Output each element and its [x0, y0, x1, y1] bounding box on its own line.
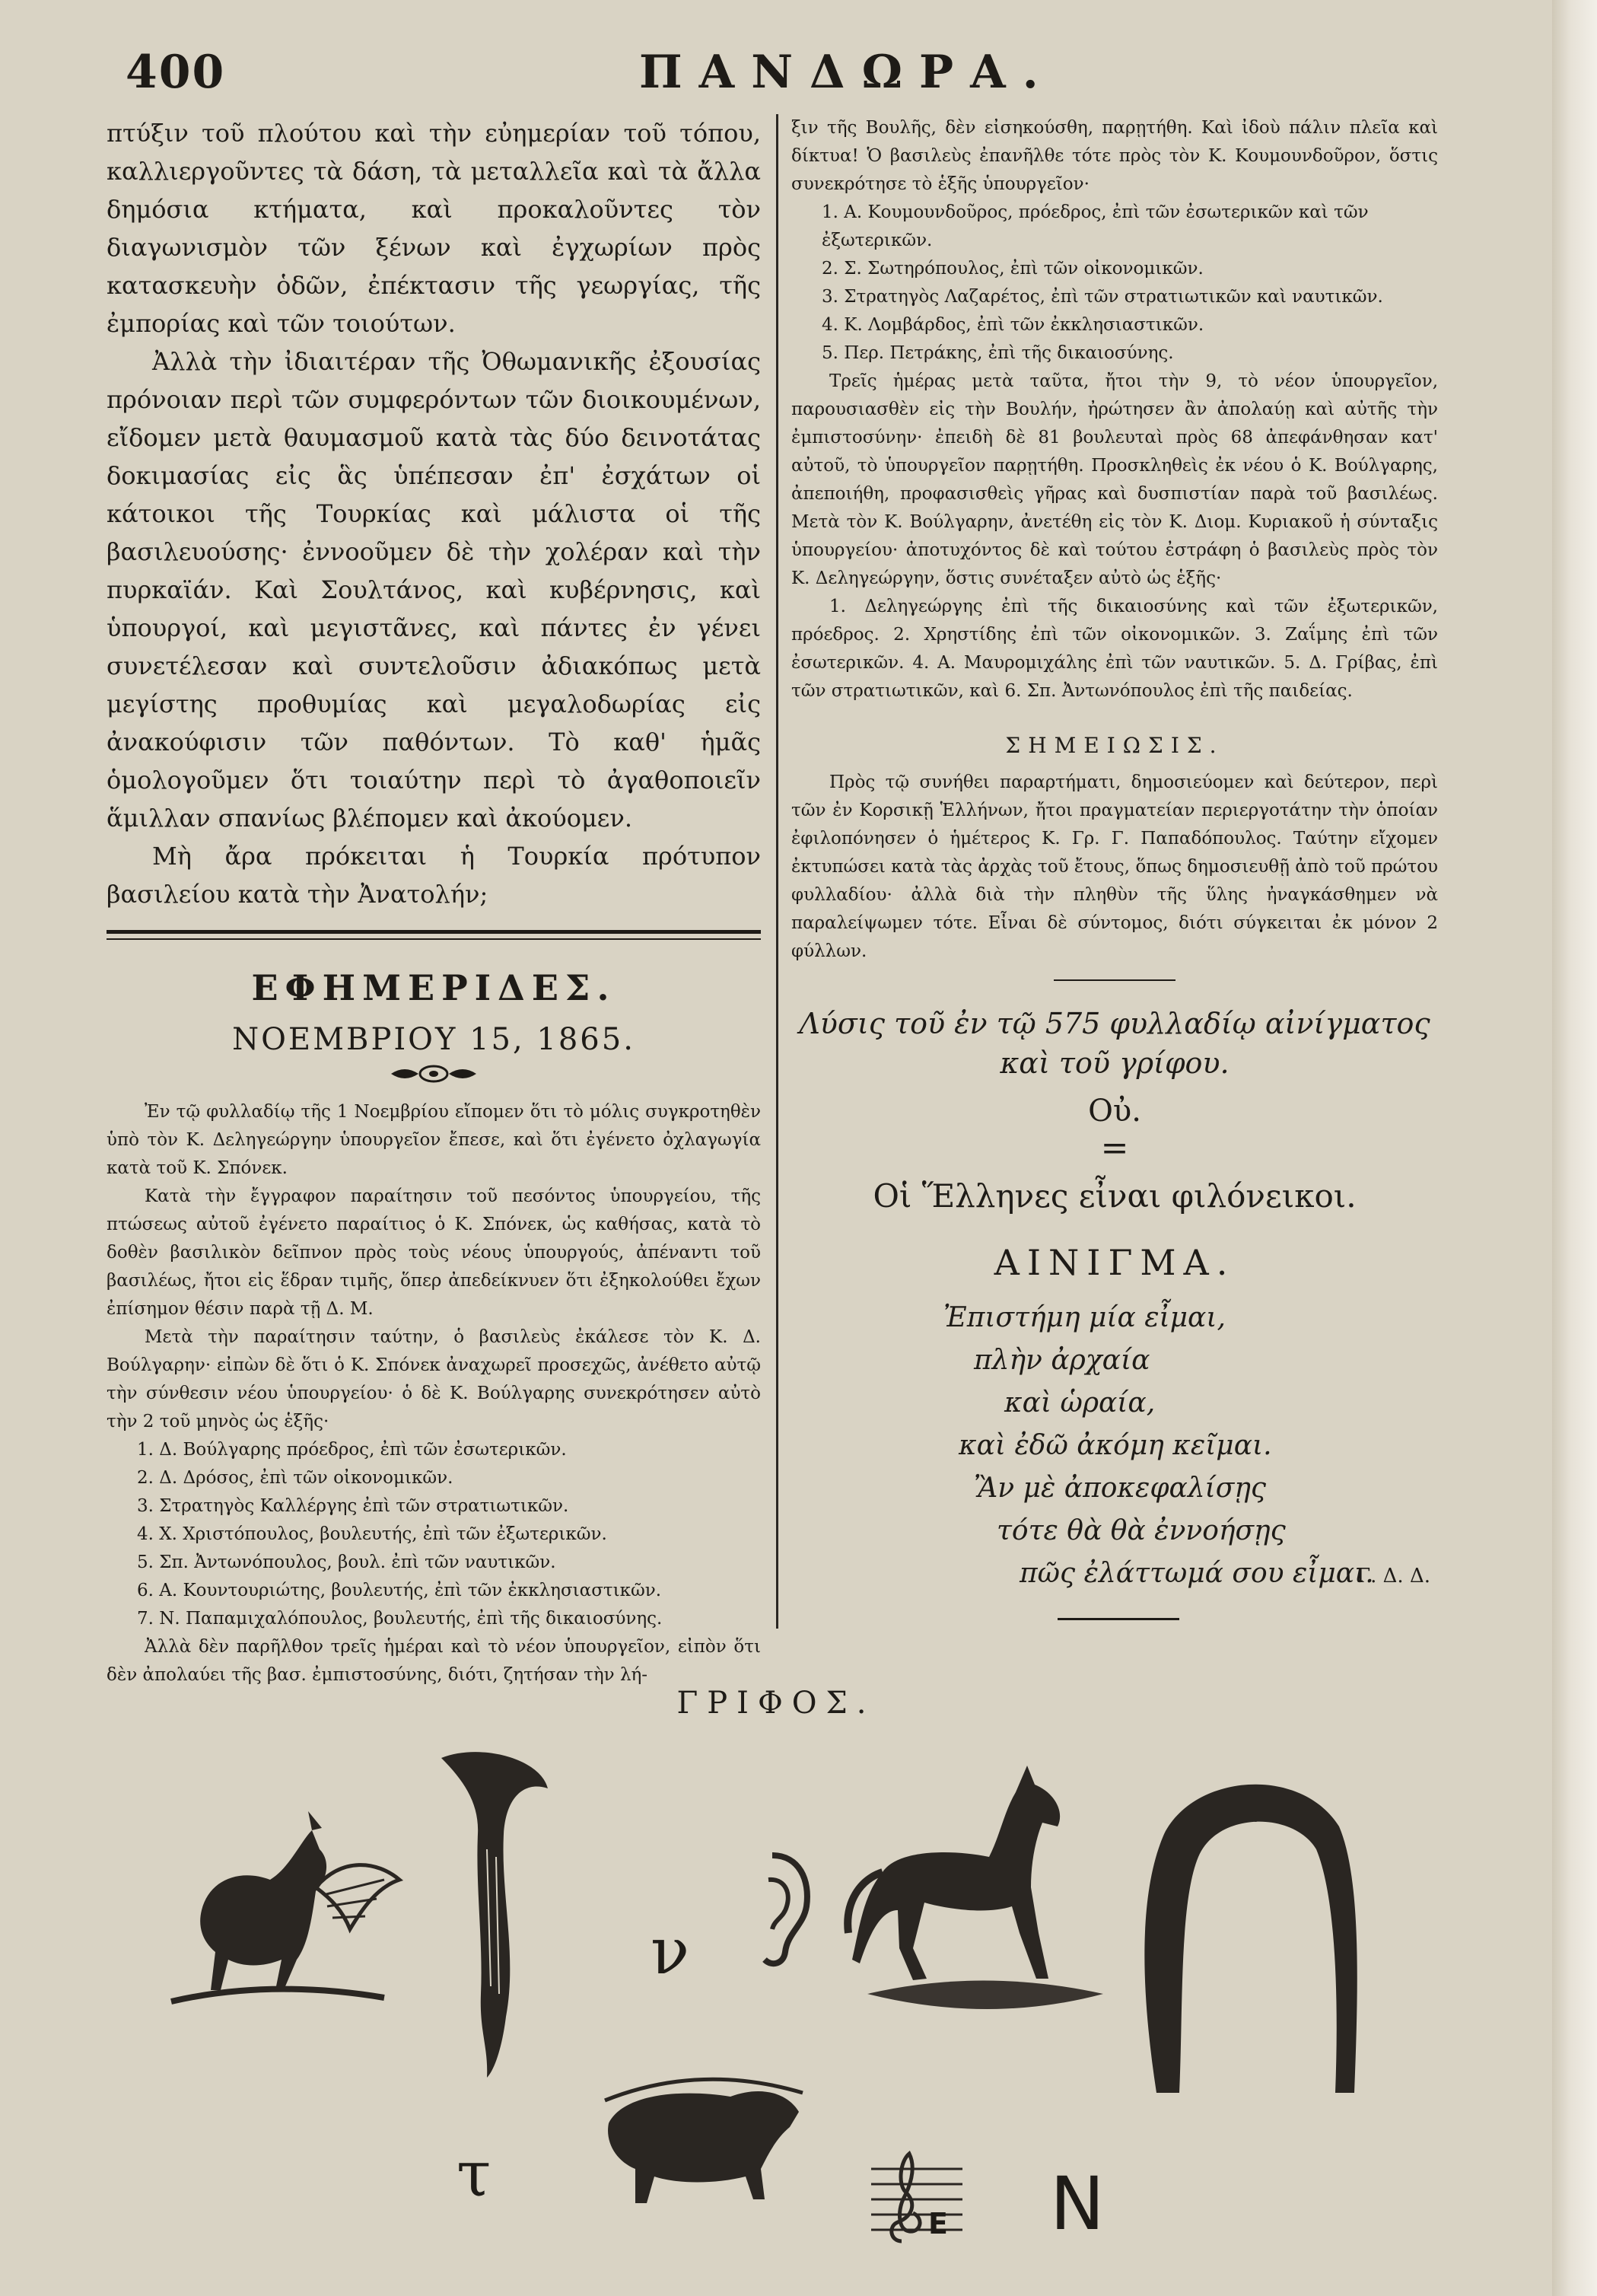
- page-edge: [1552, 0, 1597, 2296]
- equals-sign: =: [1100, 1129, 1129, 1167]
- closing-paragraph: Ἀλλὰ δὲν παρῆλθον τρεῖς ἡμέραι καὶ τὸ νέον ὑπουργεῖον, εἰπὸν ὅτι δὲν ἀπολαύει τῆς βασ. ἐμπιστοσύνης, διότι, ζητήσαν τὴν λή-: [107, 1637, 761, 1685]
- list-item: 6. Α. Κουντουριώτης, βουλευτής, ἐπὶ τῶν ἐκκλησιαστικῶν.: [137, 1581, 662, 1600]
- section-title: ΕΦΗΜΕΡΙΔΕΣ.: [251, 967, 616, 1008]
- intro-paragraph: πτύξιν τοῦ πλούτου καὶ τὴν εὐημερίαν τοῦ τόπου, καλλιεργοῦντες τὰ δάση, τὰ μεταλλεῖα καὶ τὰ ἄλλα δημόσια κτήματα, καὶ προκαλοῦντες τὸν διαγωνισμὸν τῶν ξένων καὶ ἐγχωρίων πρὸς κατασκευὴν ὁδῶν, ἐπέκτασιν τῆς γεωργίας, τῆς ἐμπορίας καὶ τῶν τοιούτων.: [107, 119, 761, 338]
- poem-line: πλὴν ἀρχαία: [974, 1345, 1150, 1376]
- solution-heading-line: Λύσις τοῦ ἐν τῷ 575 φυλλαδίῳ αἰνίγματος: [799, 1007, 1430, 1040]
- rebus-letter-nu: ν: [651, 1914, 690, 1989]
- poem-line: Ἐπιστήμη μία εἶμαι,: [943, 1302, 1226, 1333]
- list-item: 2. Δ. Δρόσος, ἐπὶ τῶν οἰκονομικῶν.: [137, 1468, 453, 1488]
- poem-line: καὶ ἐδῶ ἀκόμη κεῖμαι.: [959, 1430, 1272, 1461]
- news-paragraph: 1. Δεληγεώργης ἐπὶ τῆς δικαιοσύνης καὶ τῶν ἐξωτερικῶν, πρόεδρος. 2. Χρηστίδης ἐπὶ τῶν οἰκονομικῶν. 3. Ζαΐμης ἐπὶ τῶν ἐσωτερικῶν. 4. Α. Μαυρομιχάλης ἐπὶ τῶν ναυτικῶν. 5. Δ. Γρίβας, ἐπὶ τῶν στρατιωτικῶν, καὶ 6. Σπ. Ἀντωνόπουλος ἐπὶ τῆς παιδείας.: [791, 597, 1438, 701]
- note-title: ΣΗΜΕΙΩΣΙΣ.: [1005, 733, 1224, 758]
- intro-text: [107, 114, 761, 913]
- solution-word: Οὐ.: [1088, 1094, 1141, 1129]
- rebus-title: ΓΡΙΦΟΣ.: [676, 1686, 876, 1721]
- news-paragraph: Μετὰ τὴν παραίτησιν ταύτην, ὁ βασιλεὺς ἐκάλεσε τὸν Κ. Δ. Βούλγαρην· εἰπὼν δὲ ὅτι ὁ Κ. Σπόνεκ ἀναχωρεῖ προσεχῶς, ἀνέθετο αὐτῷ τὴν σύνθεσιν νέου ὑπουργείου· ὁ δὲ Κ. Βούλγαρης συνεκρότησεν αὐτὸ τὴν 2 τοῦ μηνὸς ὡς ἑξῆς·: [107, 1327, 761, 1431]
- note-paragraph: Πρὸς τῷ συνήθει παραρτήματι, δημοσιεύομεν καὶ δεύτερον, περὶ τῶν ἐν Κορσικῇ Ἑλλήνων, ἤτοι πραγματείαν περιεργοτάτην τὴν ὁποίαν ἐφιλοπόνησεν ὁ ἡμέτερος Κ. Γρ. Γ. Παπαδόπουλος. Ταύτην εἴχομεν ἐκτυπώσει κατὰ τὰς ἀρχὰς τοῦ ἔτους, ὅπως δημοσιευθῇ ἀπὸ τοῦ πρώτου φυλλαδίου· ἀλλὰ διὰ τὴν πληθὺν τῆς ὕλης ἠναγκάσθημεν νὰ παραλείψωμεν τότε. Εἶναι δὲ σύντομος, διότι σύγκειται ἐκ μόνον 2 φύλλων.: [791, 772, 1438, 961]
- divider: [1058, 1618, 1179, 1620]
- intro-paragraph: Ἀλλὰ τὴν ἰδιαιτέραν τῆς Ὀθωμανικῆς ἐξουσίας πρόνοιαν περὶ τῶν συμφερόντων τῶν διοικουμένων, εἴδομεν μετὰ θαυμασμοῦ κατὰ τὰς δύο δεινοτάτας δοκιμασίας εἰς ἃς ὑπέπεσαν ἐπ' ἐσχάτων οἱ κάτοικοι τῆς Τουρκίας καὶ μάλιστα οἱ τῆς βασιλευούσης· ἐννοοῦμεν δὲ τὴν χολέραν καὶ τὴν πυρκαϊάν. Καὶ Σουλτάνος, καὶ κυβέρνησις, καὶ ὑπουργοί, καὶ μεγιστᾶνες, καὶ πάντες ἐν γένει συνετέλεσαν καὶ συντελοῦσιν ἀδιακόπως μετὰ μεγίστης προθυμίας καὶ μεγαλοδωρίας εἰς ἀνακούφισιν τῶν παθόντων. Τὸ καθ' ἡμᾶς ὁμολογοῦμεν ὅτι τοιαύτην περὶ τὸ ἀγαθοποιεῖν ἅμιλλαν σπανίως βλέπομεν καὶ ἀκούομεν.: [107, 347, 761, 833]
- dog-icon: [156, 1796, 407, 2024]
- poem-line: Ἂν μὲ ἀποκεφαλίσῃς: [974, 1473, 1267, 1504]
- solution-heading: [791, 1004, 1438, 1083]
- divider: [1054, 979, 1175, 981]
- list-item: 4. Κ. Λομβάρδος, ἐπὶ τῶν ἐκκλησιαστικῶν.: [822, 315, 1204, 335]
- closing-text: [107, 1633, 761, 1689]
- poem-line: καὶ ὡραία,: [1004, 1387, 1156, 1419]
- list-item: 5. Περ. Πετράκης, ἐπὶ τῆς δικαιοσύνης.: [822, 343, 1174, 363]
- solution-sentence: Οἱ Ἕλληνες εἶναι φιλόνεικοι.: [873, 1177, 1357, 1215]
- news-text: [107, 1098, 761, 1436]
- list-item: 3. Στρατηγὸς Λαζαρέτος, ἐπὶ τῶν στρατιωτικῶν καὶ ναυτικῶν.: [822, 287, 1383, 307]
- list-item: 7. Ν. Παπαμιχαλόπουλος, βουλευτής, ἐπὶ τῆς δικαιοσύνης.: [137, 1609, 663, 1629]
- riddle-poem: [791, 1297, 1438, 1595]
- list-item: 1. Α. Κουμουνδοῦρος, πρόεδρος, ἐπὶ τῶν ἐσωτερικῶν καὶ τῶν ἐξωτερικῶν.: [822, 202, 1369, 250]
- section-divider: [107, 930, 761, 940]
- music-staff-icon: [871, 2146, 962, 2253]
- horse-icon: [837, 1750, 1126, 2055]
- left-column: [107, 114, 761, 1689]
- minister-list: [107, 1436, 761, 1633]
- page-number: 400: [126, 46, 226, 99]
- intro-paragraph: Μὴ ἄρα πρόκειται ἡ Τουρκία πρότυπον βασιλείου κατὰ τὴν Ἀνατολήν;: [107, 842, 761, 909]
- section-date: ΝΟΕΜΒΡΙΟΥ 15, 1865.: [232, 1022, 635, 1057]
- note-text: [791, 769, 1438, 966]
- page-header: [0, 46, 1552, 107]
- minister-list: [791, 199, 1438, 368]
- list-item: 5. Σπ. Ἀντωνόπουλος, βουλ. ἐπὶ τῶν ναυτικῶν.: [137, 1552, 556, 1572]
- ear-icon: [730, 1849, 814, 1971]
- list-item: 4. Χ. Χριστόπουλος, βουλευτής, ἐπὶ τῶν ἐξωτερικῶν.: [137, 1524, 607, 1544]
- right-column: [791, 114, 1438, 1620]
- poem-line: πῶς ἐλάττωμά σου εἶμαι.: [1020, 1558, 1374, 1589]
- rebus-note-letter: E: [928, 2207, 948, 2240]
- continuation-paragraph: ξιν τῆς Βουλῆς, δὲν εἰσηκούσθη, παρῃτήθη. Καὶ ἰδοὺ πάλιν πλεῖα καὶ δίκτυα! Ὁ βασιλεὺς ἐπανῆλθε τότε πρὸς τὸν Κ. Κουμουνδοῦρον, ὅστις συνεκρότησε τὸ ἑξῆς ὑπουργεῖον·: [791, 118, 1438, 194]
- list-item: 3. Στρατηγὸς Καλλέργης ἐπὶ τῶν στρατιωτικῶν.: [137, 1496, 569, 1516]
- continuation-text: [791, 114, 1438, 199]
- poem-line: τότε θὰ θὰ ἐννοήσῃς: [997, 1515, 1286, 1546]
- column-divider: [776, 114, 778, 1629]
- boar-icon: [593, 2055, 806, 2215]
- rebus-letter-tau: τ: [457, 2138, 492, 2211]
- news-paragraph: Τρεῖς ἡμέρας μετὰ ταῦτα, ἤτοι τὴν 9, τὸ νέον ὑπουργεῖον, παρουσιασθὲν εἰς τὴν Βουλήν, ἠρώτησεν ἂν ἀπολαύῃ καὶ αὐτῆς τὴν ἐμπιστοσύνην· ἐπειδὴ δὲ 81 βουλευταὶ πρὸς 68 ἀπεφάνθησαν κατ' αὐτοῦ, τὸ ὑπουργεῖον παρῃτήθη. Προσκληθεὶς ἐκ νέου ὁ Κ. Βούλγαρης, ἀπεποιήθη, προφασισθεὶς γῆρας καὶ δυσπιστίαν παρὰ τοῦ βασιλέως. Μετὰ τὸν Κ. Βούλγαρην, ἀνετέθη εἰς τὸν Κ. Διομ. Κυριακοῦ ἡ σύνταξις ὑπουργείου· ἀποτυχόντος δὲ καὶ τούτου ἐστράφη ὁ βασιλεὺς πρὸς τὸν Κ. Δεληγεώργην, ὅστις συνέταξεν αὐτὸ ὡς ἑξῆς·: [791, 371, 1438, 588]
- news-paragraph: Κατὰ τὴν ἔγγραφον παραίτησιν τοῦ πεσόντος ὑπουργείου, τῆς πτώσεως αὐτοῦ ἐγένετο παραίτιος ὁ Κ. Σπόνεκ, ὡς καθήσας, κατὰ τὸ δοθὲν βασιλικὸν δεῖπνον πρὸς τοὺς νέους ὑπουργούς, ἀπέναντι τοῦ βασιλέως, ἤτοι εἰς ἕδραν τιμῆς, ὅπερ ἀπεδείκνυεν ὅτι ἐξηκολούθει ἔχων ἐπίσημον θέσιν παρὰ τῇ Δ. Μ.: [107, 1186, 761, 1319]
- hair-arch-icon: [1134, 1766, 1362, 2100]
- signature: Γ. Δ. Δ.: [1357, 1565, 1430, 1587]
- running-title: ΠΑΝΔΩΡΑ.: [639, 46, 1055, 99]
- news-text: [791, 368, 1438, 705]
- news-paragraph: Ἐν τῷ φυλλαδίῳ τῆς 1 Νοεμβρίου εἴπομεν ὅτι τὸ μόλις συγκροτηθὲν ὑπὸ τὸν Κ. Δεληγεώργην ὑπουργεῖον ἔπεσε, καὶ ὅτι ἐγένετο ὀχλαγωγία κατὰ τοῦ Κ. Σπόνεκ.: [107, 1102, 761, 1178]
- rebus-letter-n: N: [1050, 2161, 1105, 2247]
- list-item: 1. Δ. Βούλγαρης πρόεδρος, ἐπὶ τῶν ἐσωτερικῶν.: [137, 1440, 567, 1460]
- rebus-illustration: [0, 1735, 1552, 2296]
- ornament-icon: [388, 1063, 479, 1084]
- solution-heading-line: καὶ τοῦ γρίφου.: [1000, 1046, 1230, 1080]
- list-item: 2. Σ. Σωτηρόπουλος, ἐπὶ τῶν οἰκονομικῶν.: [822, 259, 1204, 279]
- riddle-title: ΑΙΝΙΓΜΑ.: [994, 1242, 1236, 1283]
- braid-icon: [434, 1743, 555, 2078]
